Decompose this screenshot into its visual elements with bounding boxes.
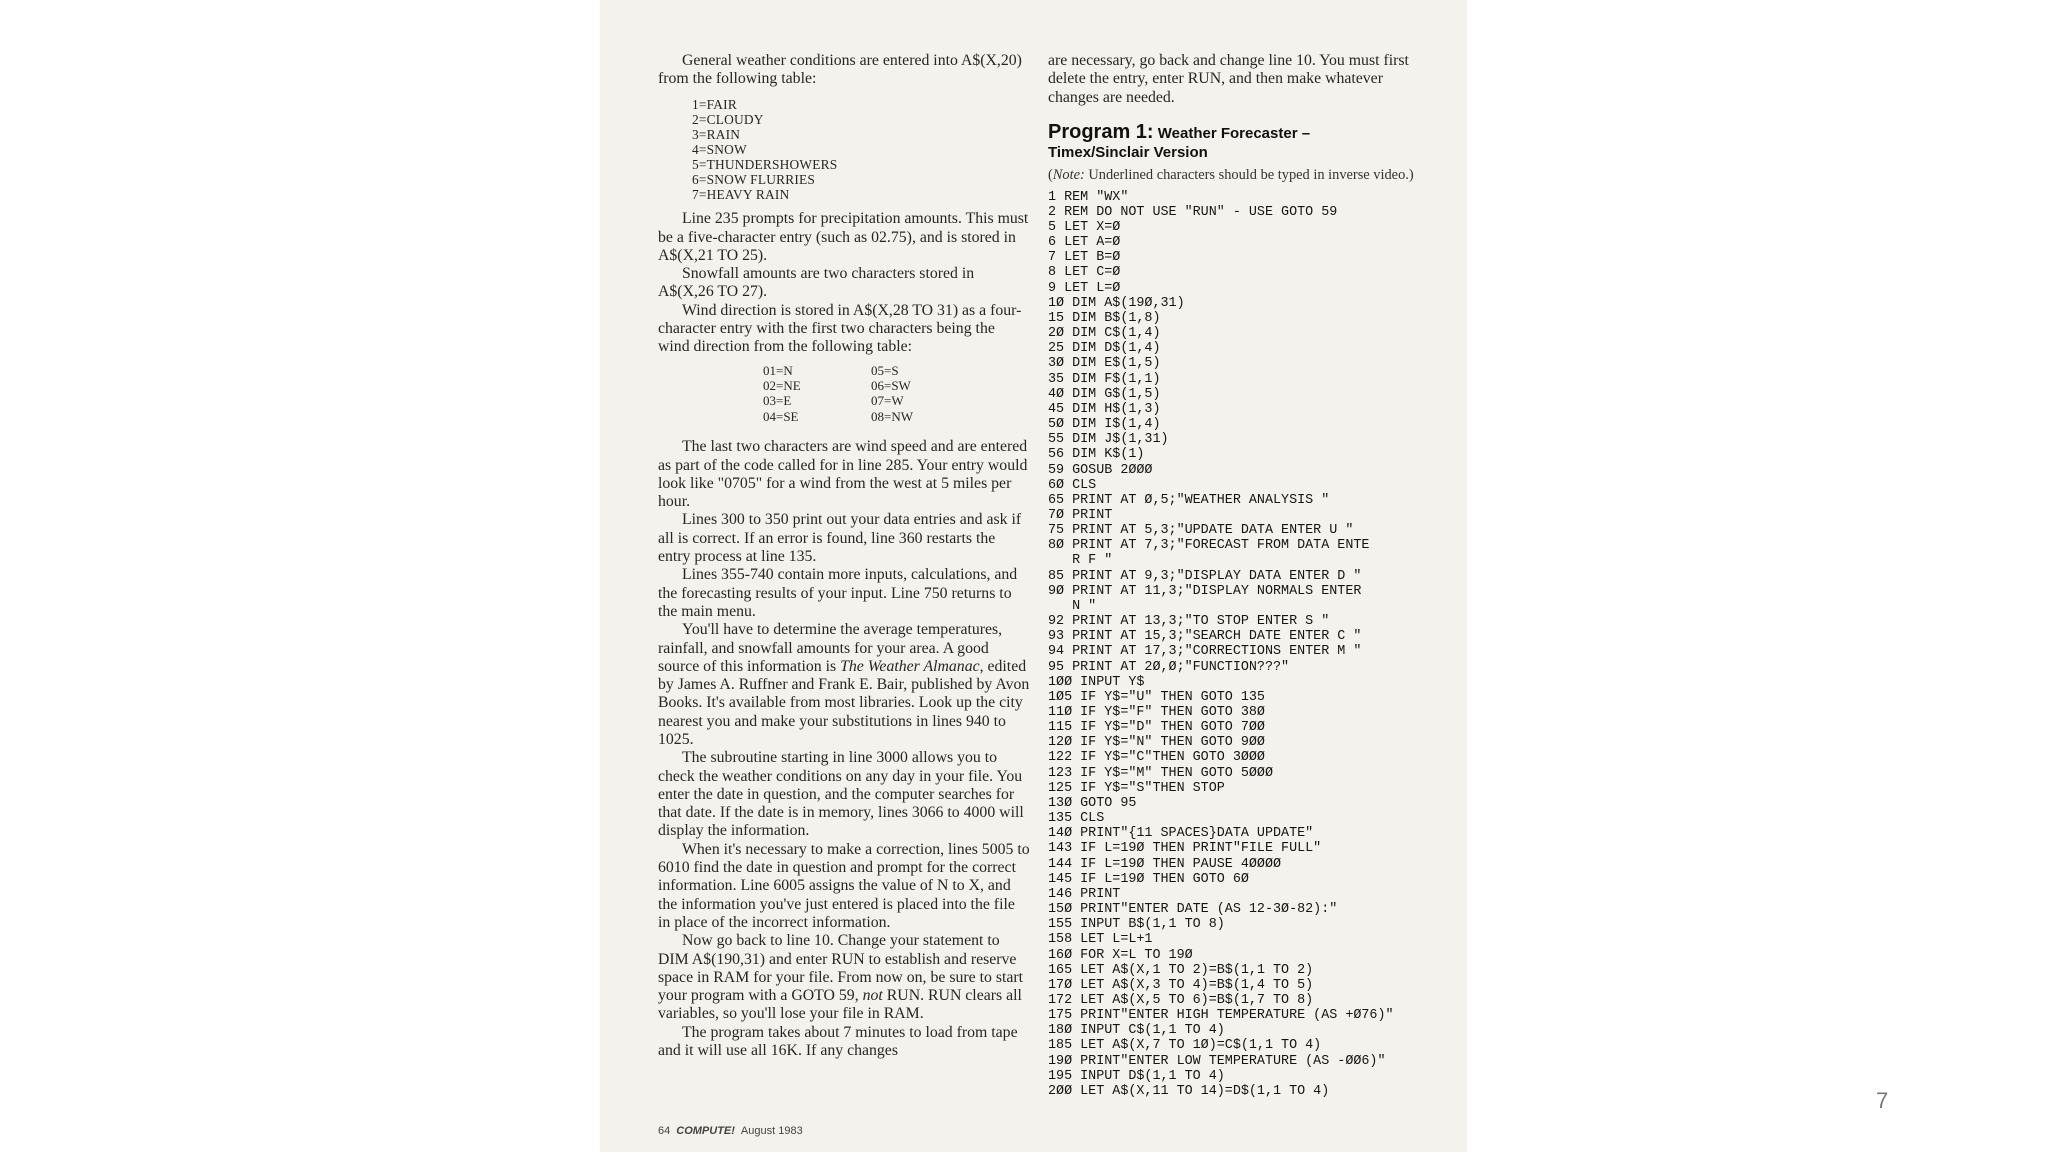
left-column (658, 52, 1030, 1060)
wind-code: 08=NW (871, 408, 913, 424)
book-title: The Weather Almanac (840, 657, 980, 675)
paragraph-load: The program takes about 7 minutes to load from tape and it will use all 16K. If any changes (658, 1023, 1018, 1060)
magazine-logo: COMPUTE! (676, 1125, 735, 1137)
weather-code: 5=THUNDERSHOWERS (692, 156, 838, 172)
text-run: Now go back to line 10. Change your statement to DIM A$(190,31) and enter RUN to establish and reserve space in RAM for your file. From now on, be sure to start your program with a GOTO 59, (658, 932, 1024, 1005)
paragraph-goback (658, 932, 1030, 1023)
wind-code: 02=NE (763, 378, 801, 394)
right-column (1048, 52, 1428, 1099)
note-label: Note: (1052, 166, 1085, 183)
program-listing: 1 REM "WX" 2 REM DO NOT USE "RUN" - USE GOTO 59 5 LET X=Ø 6 LET A=Ø 7 LET B=Ø 8 LET C=Ø 9 LET L=Ø 1Ø DIM A$(19Ø,31) 15 DIM B$(1,8) 2Ø DIM C$(1,4) 25 DIM D$(1,4) 3Ø DIM E$(1,5) 35 DIM F$(1,1) 4Ø DIM G$(1,5) 45 DIM H$(1,3) 5Ø DIM I$(1,4) 55 DIM J$(1,31) 56 DIM K$(1) 59 GOSUB 2ØØØ 6Ø CLS 65 PRINT AT Ø,5;"WEATHER ANALYSIS " 7Ø PRINT 75 PRINT AT 5,3;"UPDATE DATA ENTER U " 8Ø PRINT AT 7,3;"FORECAST FROM DATA ENTE R F " 85 PRINT AT 9,3;"DISPLAY DATA ENTER D " 9Ø PRINT AT 11,3;"DISPLAY NORMALS ENTER N " 92 PRINT AT 13,3;"TO STOP ENTER S " 93 PRINT AT 15,3;"SEARCH DATE ENTER C " 94 PRINT AT 17,3;"CORRECTIONS ENTER M " 95 PRINT AT 2Ø,Ø;"FUNCTION???" 1ØØ INPUT Y$ 1Ø5 IF Y$="U" THEN GOTO 135 11Ø IF Y$="F" THEN GOTO 38Ø 115 IF Y$="D" THEN GOTO 7ØØ 12Ø IF Y$="N" THEN GOTO 9ØØ 122 IF Y$="C"THEN GOTO 3ØØØ 123 IF Y$="M" THEN GOTO 5ØØØ 125 IF Y$="S"THEN STOP 13Ø GOTO 95 135 CLS 14Ø PRINT"{11 SPACES}DATA UPDATE" 143 IF L=19Ø THEN PRINT"FILE FULL" 144 IF L=19Ø THEN PAUSE 4ØØØØ 145 IF L=19Ø THEN GOTO 6Ø 146 PRINT 15Ø PRINT"ENTER DATE (AS 12-3Ø-82):" 155 INPUT B$(1,1 TO 8) 158 LET L=L+1 16Ø FOR X=L TO 19Ø 165 LET A$(X,1 TO 2)=B$(1,1 TO 2) 17Ø LET A$(X,3 TO 4)=B$(1,4 TO 5) 172 LET A$(X,5 TO 6)=B$(1,7 TO 8) 175 PRINT"ENTER HIGH TEMPERATURE (AS +Ø76)" 18Ø INPUT C$(1,1 TO 4) 185 LET A$(X,7 TO 1Ø)=C$(1,1 TO 4) 19Ø PRINT"ENTER LOW TEMPERATURE (AS -ØØ6)" 195 INPUT D$(1,1 TO 4) 2ØØ LET A$(X,11 TO 14)=D$(1,1 TO 4) (1048, 189, 1394, 1099)
paragraph-subroutine: The subroutine starting in line 3000 allows you to check the weather conditions on any day in your file. You enter the date in question, and the computer searches for that date. If the date is in memory, lines 3066 to 4000 will display the information. (658, 749, 1024, 840)
wind-code: 04=SE (763, 408, 799, 424)
note-open: ( (1048, 166, 1053, 183)
program-title: Weather Forecaster – (1153, 124, 1311, 142)
wind-code: 07=W (871, 393, 904, 409)
weather-code: 4=SNOW (692, 141, 747, 157)
paragraph-correction: When it's necessary to make a correction, lines 5005 to 6010 find the date in question and prompt for the correct information. Line 6005 assigns the value of N to X, and the information you've just entered is placed into the file in place of the incorrect information. (658, 840, 1030, 931)
program-note (1048, 167, 1428, 184)
weather-code: 6=SNOW FLURRIES (692, 172, 816, 188)
text-run: You'll have to determine the average temperatures, rainfall, and snowfall amounts for your area. A good source of this information is (658, 621, 1003, 675)
emphasis-not: not (862, 987, 883, 1005)
page-footer (658, 1125, 803, 1137)
magazine-page (600, 0, 1467, 1152)
program-heading (1048, 121, 1428, 144)
paragraph-snowfall: Snowfall amounts are two characters stored in A$(X,26 TO 27). (658, 265, 975, 301)
weather-code: 7=HEAVY RAIN (692, 187, 790, 203)
issue-date: August 1983 (740, 1125, 803, 1137)
paragraph-average (658, 621, 1030, 749)
wind-direction-table (763, 363, 1030, 425)
weather-conditions-table (692, 97, 1030, 203)
program-label: Program 1: (1048, 120, 1154, 143)
paragraph-line235: Line 235 prompts for precipitation amounts. This must be a five-character entry (such as 02.75), and is stored in A$(X,21 TO 25). (658, 210, 1029, 264)
weather-code: 2=CLOUDY (692, 111, 764, 127)
paragraph-continued: are necessary, go back and change line 10. You must first delete the entry, enter RUN, and then make whatever changes are needed. (1048, 52, 1409, 106)
wind-code: 01=N (763, 362, 793, 378)
paragraph-windspeed: The last two characters are wind speed and are entered as part of the code called for in line 285. Your entry would look like "0705" for a wind from the west at 5 miles per hour. (658, 438, 1028, 511)
right-intro (1048, 52, 1428, 107)
weather-code: 3=RAIN (692, 126, 741, 142)
text-run: , edited by James A. Ruffner and Frank E. Bair, published by Avon Books. It's available from most libraries. Look up the city nearest you and make your substitutions in lines 940 to 1025. (658, 657, 1030, 748)
wind-code: 06=SW (871, 378, 911, 394)
paragraph-lines300: Lines 300 to 350 print out your data entries and ask if all is correct. If an error is found, line 360 restarts the entry process at line 135. (658, 511, 1022, 566)
slide-number: 7 (1876, 1088, 1889, 1113)
weather-code: 1=FAIR (692, 96, 737, 112)
paragraph-wind: Wind direction is stored in A$(X,28 TO 31) as a four-character entry with the first two characters being the wind direction from the following table: (658, 301, 1022, 356)
page-number: 64 (658, 1125, 671, 1137)
text-run: RUN. RUN clears all variables, so you'll lose your file in RAM. (658, 987, 1022, 1023)
wind-code: 05=S (871, 362, 899, 378)
paragraph-intro: General weather conditions are entered into A$(X,20) from the following table: (658, 52, 1022, 88)
note-text: Underlined characters should be typed in inverse video.) (1084, 166, 1414, 183)
paragraph-lines355: Lines 355-740 contain more inputs, calculations, and the forecasting results of your input. Line 750 returns to the main menu. (658, 566, 1018, 620)
program-subtitle: Timex/Sinclair Version (1048, 143, 1208, 161)
wind-code: 03=E (763, 393, 792, 409)
